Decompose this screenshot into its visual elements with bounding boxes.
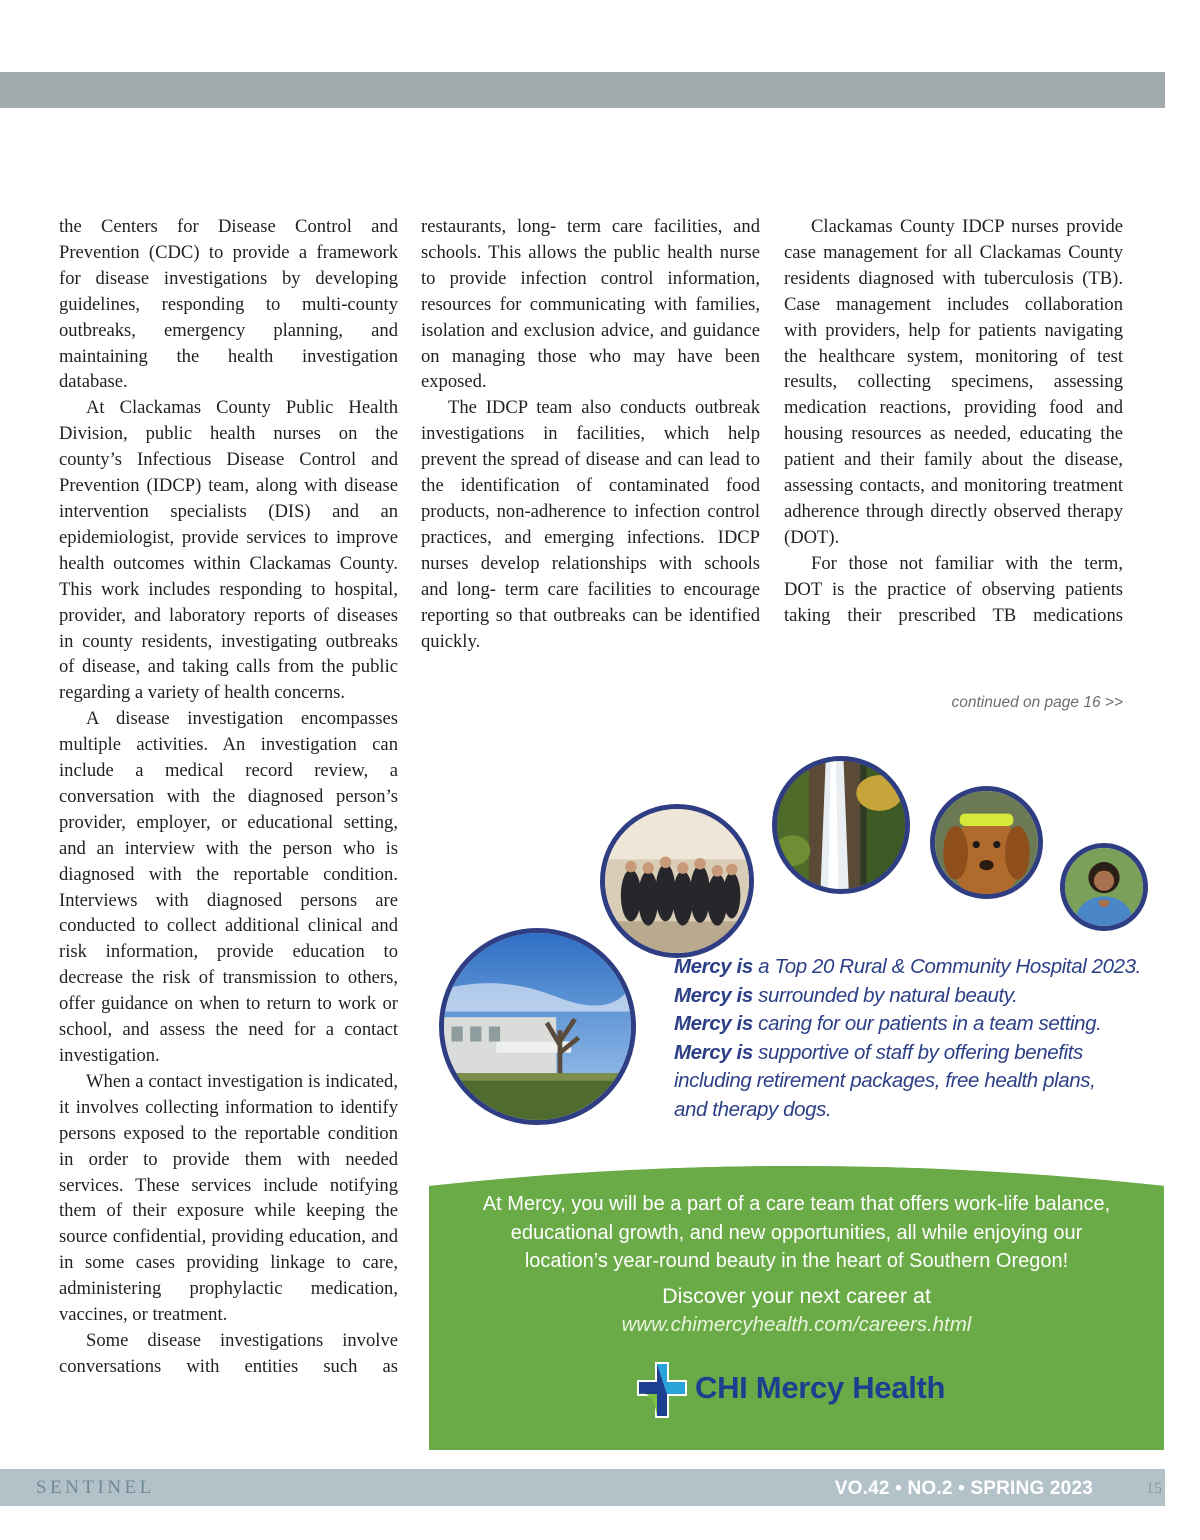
continued-link[interactable]: continued on page 16 >>: [951, 694, 1123, 711]
paragraph: the Centers for Disease Control and Prevention (CDC) to provide a framework for disease investigations by developing guidelines, responding to multi-county outbreaks, emergency planning, and maintaining the health investigation database.: [59, 216, 398, 393]
paragraph: restaurants, long- term care facilities, and schools. This allows the public health nurse to provide infection control information, resources for communicating with families, isolation and exclusion advice, and guidance on managing those who may have been exposed.: [421, 216, 760, 393]
footer-bar: [0, 1469, 1165, 1506]
nurse-photo: [1060, 843, 1148, 931]
chi-mercy-health-logo: [633, 1358, 953, 1422]
paragraph: When a contact investigation is indicated, it involves collecting information to identify persons exposed to the reportable condition in order to provide them with needed services. These services include notifying them of their exposure while keeping the source confidential, providing education, and in some cases providing linkage to care, administering prophylactic medication, vaccines, or treatment.: [59, 1070, 398, 1326]
tagline: Mercy is caring for our patients in a team setting.: [674, 1012, 1102, 1036]
tagline: Mercy is supportive of staff by offering benefits: [674, 1040, 1083, 1064]
staff-team-photo: [600, 804, 754, 958]
tagline: and therapy dogs.: [674, 1097, 832, 1121]
article-column-2: [421, 214, 760, 654]
article-column-3: [784, 214, 1123, 629]
paragraph: At Clackamas County Public Health Division, public health nurses on the county’s Infectious Disease Control and Prevention (IDCP) team, along with disease intervention specialists (DIS) and an epidemiologist, provide services to improve health outcomes within Clackamas County. This work includes responding to hospital, provider, and laboratory reports of diseases in county residents, investigating outbreaks of disease, and taking calls from the public regarding a variety of health concerns.: [59, 397, 398, 704]
paragraph: The IDCP team also conducts outbreak investigations in facilities, which help prevent the spread of disease and can lead to the identification of contaminated food products, non-adherence to infection control practices, and emerging infections. IDCP nurses develop relationships with schools and long- term care facilities to encourage reporting so that outbreaks can be identified quickly.: [421, 397, 760, 652]
paragraph: Some disease investigations involve conversations with entities such as: [59, 1329, 398, 1377]
discover-text: Discover your next career at: [662, 1284, 931, 1308]
hospital-building-photo: [439, 928, 636, 1125]
waterfall-photo: [772, 756, 910, 894]
logo-text: CHI Mercy Health: [695, 1370, 946, 1405]
career-ad-paragraph: At Mercy, you will be a part of a care team that offers work-life balance, educational growth, and new opportunities, all while enjoying our location’s year-round beauty in the heart of Southern Oregon!: [482, 1193, 1111, 1272]
therapy-dog-photo: [930, 786, 1043, 899]
issue-info: VO.42 • NO.2 • SPRING 2023: [834, 1478, 1093, 1499]
article-column-1: [59, 214, 398, 1380]
careers-url-link[interactable]: www.chimercyhealth.com/careers.html: [621, 1313, 972, 1336]
publication-name: SENTINEL: [36, 1477, 155, 1498]
paragraph: A disease investigation encompasses multiple activities. An investigation can include a medical record review, a conversation with the diagnosed person’s provider, employer, or educational setting, and an interview with the person who is diagnosed with the reportable condition. Interviews with diagnosed persons are conducted to collect additional clinical and risk information, provide education to decrease the risk of transmission to others, offer guidance on when to return to work or school, and assess the need for a contact investigation.: [59, 708, 398, 1066]
cross-logo-icon: [633, 1358, 693, 1422]
career-ad-box: [429, 1160, 1164, 1450]
paragraph: Clackamas County IDCP nurses provide case management for all Clackamas County residents diagnosed with tuberculosis (TB). Case management includes collaboration with providers, help for patients navigating the healthcare system, monitoring of test results, collecting specimens, assessing medication reactions, providing food and housing resources as needed, educating the patient and their family about the disease, assessing contacts, and monitoring treatment adherence through directly observed therapy (DOT).: [784, 216, 1123, 548]
tagline: including retirement packages, free health plans,: [674, 1069, 1096, 1093]
mercy-taglines: [674, 953, 1174, 1125]
page-number: 15: [1146, 1480, 1162, 1497]
tagline: Mercy is surrounded by natural beauty.: [674, 983, 1018, 1007]
tagline: Mercy is a Top 20 Rural & Community Hospital 2023.: [674, 955, 1141, 978]
header-bar: [0, 72, 1165, 108]
paragraph: For those not familiar with the term, DOT is the practice of observing patients taking their prescribed TB medications: [784, 552, 1123, 626]
